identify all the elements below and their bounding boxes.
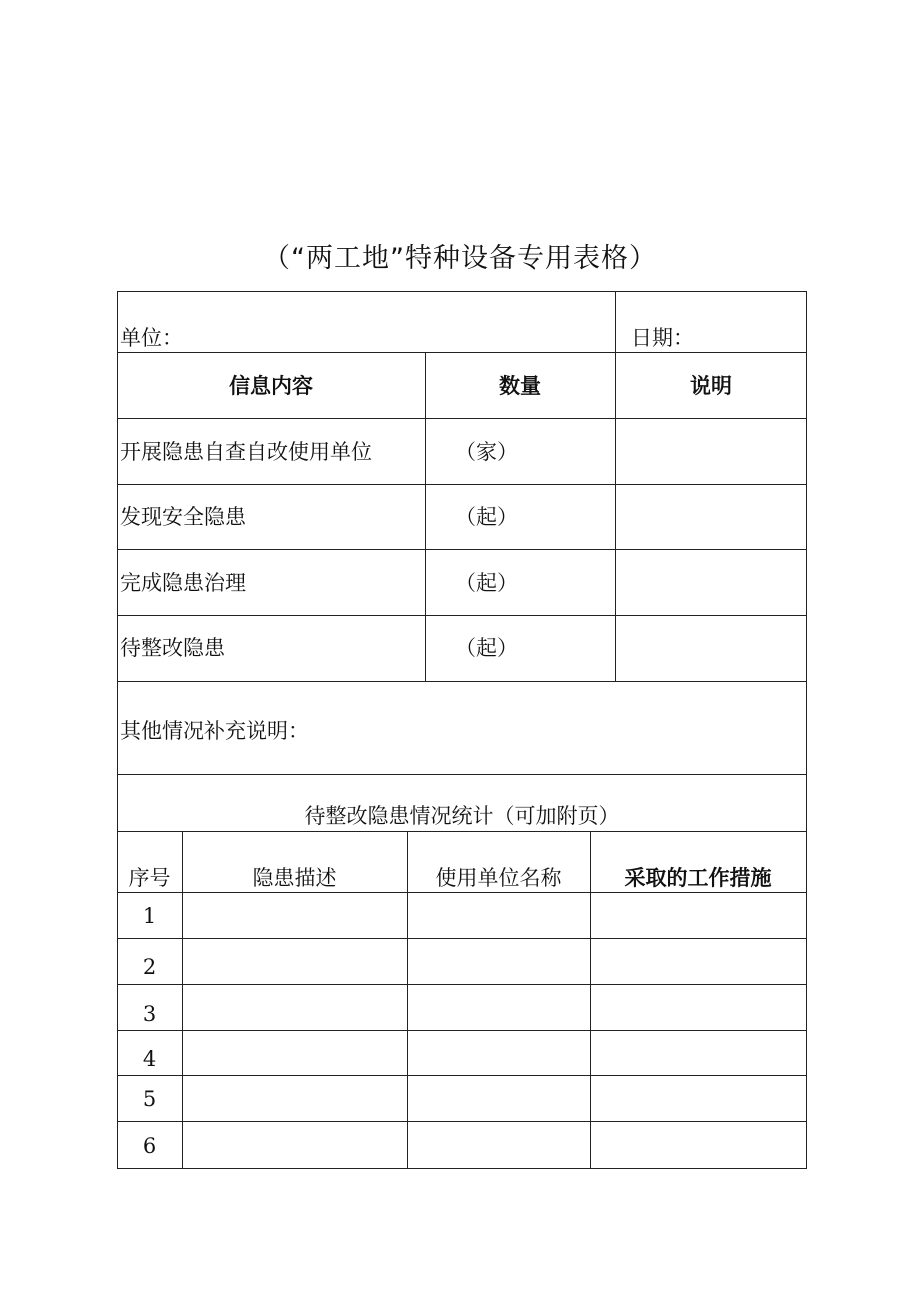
table-rule [117,938,807,939]
unit-label: 单位： [120,326,183,350]
inspection-form-table [117,291,807,1169]
list-header-unit-name: 使用单位名称 [435,866,562,890]
table-border-left [117,291,118,1169]
list-row-index: 5 [142,1087,157,1111]
form-title: （“两工地”特种设备专用表格） [263,243,657,274]
list-row-index: 2 [142,955,157,979]
row-unit: （起） [455,636,518,660]
table-rule [117,418,807,419]
table-border-bottom [117,1168,807,1169]
row-label: 开展隐患自查自改使用单位 [120,440,372,464]
table-border-top [117,291,807,292]
row-unit: （起） [455,571,518,595]
row-label: 发现安全隐患 [120,505,246,529]
list-header-description: 隐患描述 [252,866,337,890]
table-rule [117,549,807,550]
list-row-index: 1 [142,904,157,928]
list-row-index: 4 [142,1047,157,1071]
column-header-content: 信息内容 [229,374,313,398]
column-header-remark: 说明 [690,374,732,398]
list-header-index: 序号 [128,866,171,890]
other-remarks-label: 其他情况补充说明： [120,719,309,743]
table-rule-vertical [425,352,426,681]
list-row-index: 3 [142,1002,157,1026]
table-rule [117,1075,807,1076]
section-title: 待整改隐患情况统计（可加附页） [304,804,620,828]
table-rule [117,484,807,485]
list-row-index: 6 [142,1134,157,1158]
table-rule [117,615,807,616]
row-unit: （起） [455,505,518,529]
row-unit: （家） [455,440,518,464]
table-rule [117,774,807,775]
table-rule [117,352,807,353]
date-label: 日期： [631,326,694,350]
table-rule [117,831,807,832]
table-border-right [806,291,807,1169]
table-rule-vertical [615,291,616,681]
table-rule [117,681,807,682]
row-label: 完成隐患治理 [120,571,246,595]
table-rule [117,892,807,893]
column-header-quantity: 数量 [499,374,541,398]
table-rule [117,1030,807,1031]
list-header-measures: 采取的工作措施 [624,866,772,890]
table-rule [117,1121,807,1122]
table-rule [117,984,807,985]
row-label: 待整改隐患 [120,636,225,660]
